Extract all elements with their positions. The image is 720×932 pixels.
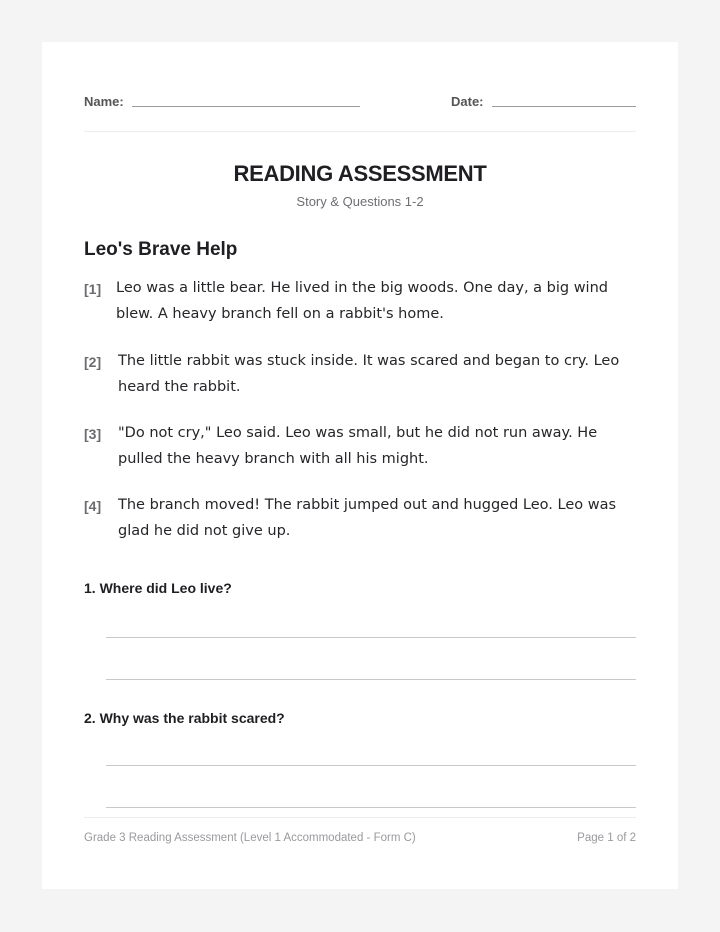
date-label: Date: xyxy=(451,94,484,109)
story-paragraph xyxy=(84,424,636,472)
story-title: Leo's Brave Help xyxy=(84,239,238,260)
footer-form-info: Grade 3 Reading Assessment (Level 1 Accommodated - Form C) xyxy=(84,832,416,844)
worksheet-page xyxy=(42,42,678,889)
date-write-line[interactable] xyxy=(492,106,636,107)
page-subtitle: Story & Questions 1-2 xyxy=(296,194,424,209)
story-paragraph xyxy=(84,496,636,544)
name-label: Name: xyxy=(84,94,124,109)
paragraph-text: "Do not cry," Leo said. Leo was small, but he did not run away. He pulled the heavy branch with all his might. xyxy=(118,425,598,467)
paragraph-text: The branch moved! The rabbit jumped out and hugged Leo. Leo was glad he did not give up. xyxy=(118,497,617,539)
story-paragraph xyxy=(84,279,636,327)
paragraph-number: [4] xyxy=(84,498,102,514)
question-1: 1. Where did Leo live? xyxy=(84,580,232,596)
name-write-line[interactable] xyxy=(132,106,360,107)
paragraph-number: [1] xyxy=(84,281,102,297)
date-field xyxy=(451,94,636,109)
page-number: Page 1 of 2 xyxy=(577,832,636,844)
footer-divider xyxy=(84,817,636,818)
name-field xyxy=(84,94,360,109)
story-paragraph xyxy=(84,352,636,400)
answer-line[interactable] xyxy=(106,765,636,766)
header-divider xyxy=(84,131,636,132)
paragraph-text: Leo was a little bear. He lived in the big woods. One day, a big wind blew. A heavy branch fell on a rabbit's home. xyxy=(116,280,608,322)
question-2: 2. Why was the rabbit scared? xyxy=(84,710,285,726)
answer-line[interactable] xyxy=(106,679,636,680)
paragraph-number: [3] xyxy=(84,426,102,442)
page-title: READING ASSESSMENT xyxy=(233,161,487,186)
paragraph-number: [2] xyxy=(84,354,102,370)
paragraph-text: The little rabbit was stuck inside. It was scared and began to cry. Leo heard the rabbit. xyxy=(118,353,620,395)
answer-line[interactable] xyxy=(106,807,636,808)
answer-line[interactable] xyxy=(106,637,636,638)
